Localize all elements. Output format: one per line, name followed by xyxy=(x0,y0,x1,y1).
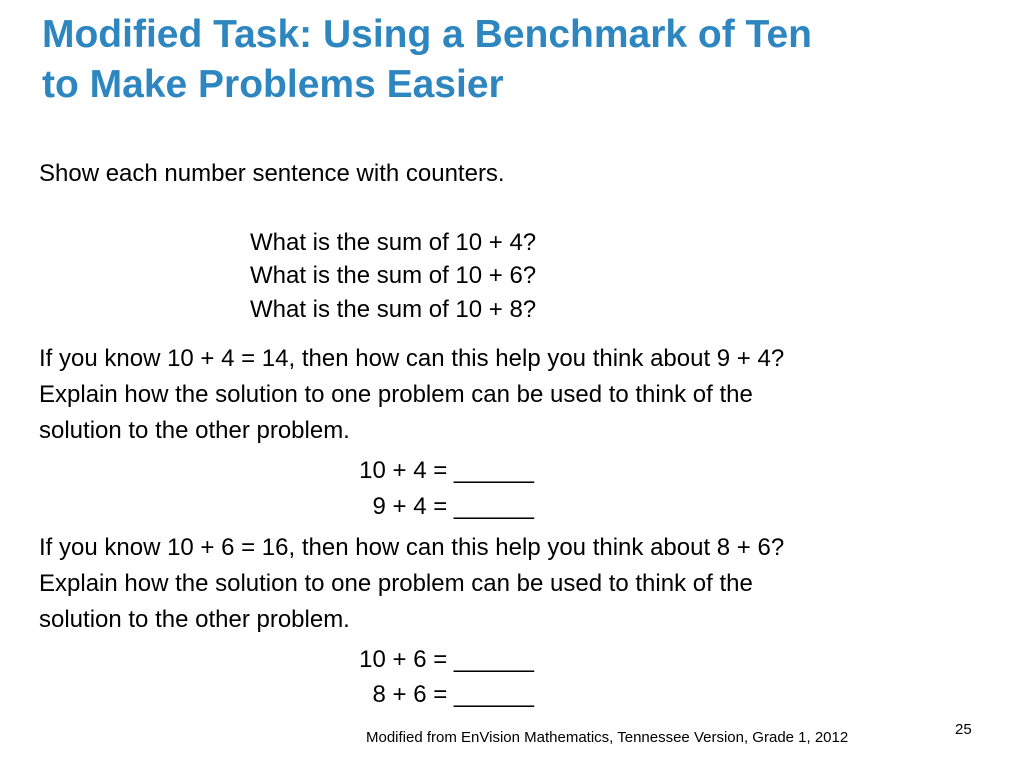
problem-1-line-2: Explain how the solution to one problem can be used to think of the xyxy=(39,381,753,408)
problem-2-equation-2: 8 + 6 = ______ xyxy=(372,681,534,708)
slide-title-line-2: to Make Problems Easier xyxy=(42,63,504,106)
question-sum-1: What is the sum of 10 + 4? xyxy=(250,229,537,256)
problem-1-line-3: solution to the other problem. xyxy=(39,417,350,444)
problem-2-equation-1: 10 + 6 = ______ xyxy=(359,646,534,673)
problem-2-text xyxy=(39,530,784,638)
problem-2-line-2: Explain how the solution to one problem can be used to think of the xyxy=(39,570,753,597)
question-sum-3: What is the sum of 10 + 8? xyxy=(250,296,537,323)
question-sum-2: What is the sum of 10 + 6? xyxy=(250,262,537,289)
slide-title-line-1: Modified Task: Using a Benchmark of Ten xyxy=(42,13,813,56)
source-citation: Modified from EnVision Mathematics, Tennessee Version, Grade 1, 2012 xyxy=(366,729,849,746)
problem-1-equation-1: 10 + 4 = ______ xyxy=(359,457,534,484)
page-number: 25 xyxy=(955,721,972,738)
problem-2-line-3: solution to the other problem. xyxy=(39,606,350,633)
problem-1-equation-2: 9 + 4 = ______ xyxy=(372,493,534,520)
intro-instruction: Show each number sentence with counters. xyxy=(39,160,505,187)
problem-2-line-1: If you know 10 + 6 = 16, then how can this help you think about 8 + 6? xyxy=(39,534,785,561)
slide-title xyxy=(42,10,812,110)
problem-1-text xyxy=(39,341,784,449)
problem-1-line-1: If you know 10 + 4 = 14, then how can this help you think about 9 + 4? xyxy=(39,345,785,372)
